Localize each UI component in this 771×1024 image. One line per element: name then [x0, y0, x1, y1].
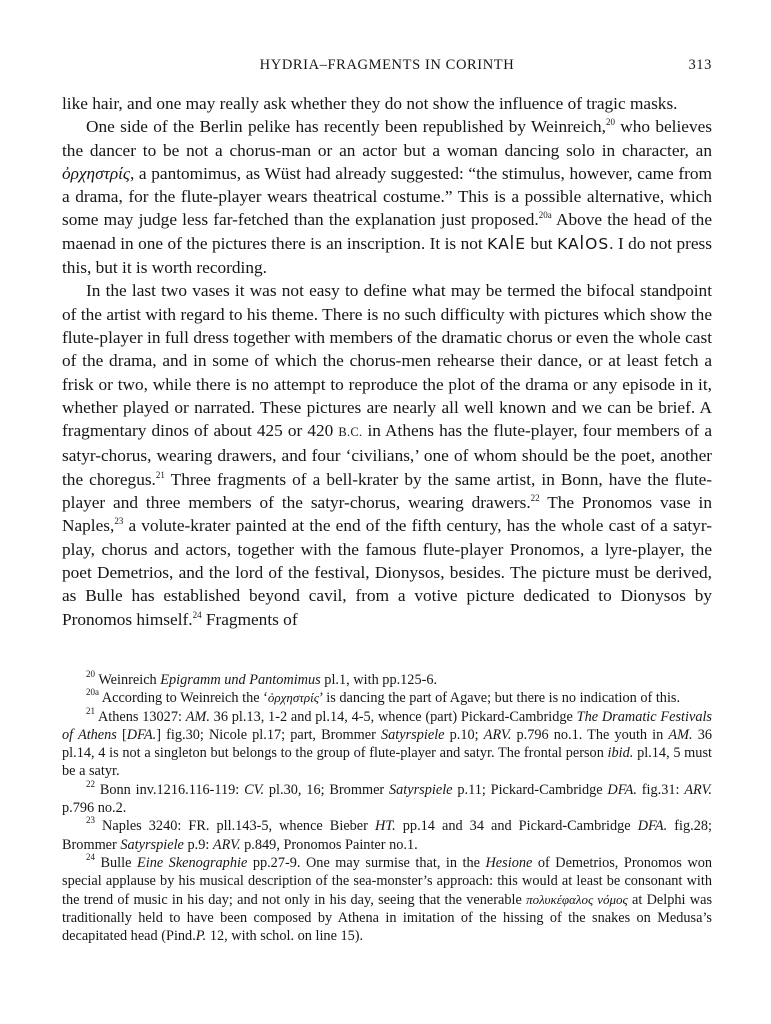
footnote-ref-23[interactable]: 23 — [114, 516, 124, 527]
text-span: One side of the Berlin pelike has recently been republished by Weinreich, — [86, 117, 606, 137]
text-span: . I do not press this, but it is worth recording. — [62, 233, 712, 278]
text-span: but — [526, 233, 558, 253]
italic-ref: AM. — [668, 726, 693, 743]
italic-ref: AM. — [185, 708, 210, 725]
text-span: p.796 no.2. — [62, 800, 127, 817]
italic-title: Eine Skenographie — [136, 854, 248, 871]
bc-abbrev: B.C. — [338, 425, 363, 440]
text-span: fig.31: — [636, 781, 685, 798]
text-span: According to Weinreich the ‘ — [99, 690, 268, 707]
italic-title: Satyrspiele — [120, 836, 184, 853]
footnote-number: 20 — [86, 669, 95, 679]
italic-title: Epigramm und Pantomimus — [160, 672, 321, 688]
text-span: ] fig.30; Nicole pl.17; part, Brommer — [156, 726, 381, 743]
text-span: ’ is dancing the part of Agave; but there is no indication of this. — [319, 690, 681, 707]
greek-term: πολυκέφαλος νόμος — [526, 891, 628, 907]
text-span: pl.30, 16; Brommer — [264, 781, 389, 798]
italic-title: Satyrspiele — [381, 726, 445, 743]
footnote-number: 20a — [86, 687, 99, 698]
footnote-ref-20[interactable]: 20 — [605, 117, 615, 128]
footnote-ref-20a[interactable]: 20a — [538, 210, 552, 221]
text-span: Naples 3240: FR. pll.143-5, whence Bieber — [95, 818, 375, 835]
text-span: Bulle — [95, 854, 137, 871]
page-number: 313 — [688, 57, 712, 73]
text-span: Above the head of the maenad in one of the pictures there is an inscription. It is not — [62, 210, 712, 253]
italic-ref: ARV. — [212, 836, 241, 853]
footnote-20a — [62, 689, 712, 707]
footnote-20 — [62, 671, 712, 689]
text-span: 12, with schol. on line 15). — [206, 928, 364, 945]
footnote-number: 23 — [86, 815, 95, 826]
text-span: who believes the dancer to be not a chorus-man or an actor but a woman dancing solo in character, an — [62, 117, 712, 160]
text-span: p.796 no.1. The youth in — [511, 726, 669, 743]
footnote-23 — [62, 817, 712, 854]
text-span: like hair, and one may really ask whether they do not show the influence of tragic masks. — [62, 94, 678, 113]
italic-ref: DFA. — [607, 781, 637, 798]
text-span: Fragments of — [201, 609, 298, 629]
text-span: of Demetrios, Pronomos won special applause by his musical description of the sea-monster’s approach: this would at least be consonant with the trend of music in his day; and not only in his day, seeing that the venerable — [62, 854, 712, 908]
italic-title: Hesione — [485, 854, 533, 871]
running-title: HYDRIA–FRAGMENTS IN CORINTH — [259, 57, 515, 73]
text-span: pl.14, 5 must be a satyr. — [62, 745, 712, 780]
greek-term: ὀρχηστρίς — [267, 690, 320, 706]
italic-ref: HT. — [374, 818, 396, 835]
main-text — [62, 92, 712, 631]
text-span: p.11; Pickard-Cambridge — [452, 781, 608, 798]
italic-title: Satyrspiele — [389, 781, 453, 798]
text-span: Three fragments of a bell-krater by the same artist, in Bonn, have the flute-player and three members of the satyr-chorus, wearing drawers. — [62, 469, 713, 513]
footnote-ref-22[interactable]: 22 — [530, 493, 540, 504]
footnote-ref-21[interactable]: 21 — [155, 469, 165, 480]
italic-ref: ARV. — [483, 726, 512, 743]
text-span: Weinreich — [95, 672, 161, 688]
text-span: , a pantomimus, as Wüst had already suggested: “the stimulus, however, came from a drama, for the flute-player wears theatrical costume.” This is a possible alternative, which some may judge less far-fetched than the explanation just proposed. — [62, 163, 712, 230]
footnote-ref-24[interactable]: 24 — [192, 609, 202, 620]
text-span: in Athens has the flute-player, four members of a satyr-chorus, wearing drawers, and four ‘civilians,’ one of whom should be the poet, another the choregus. — [62, 421, 712, 489]
text-span: p.849, Pronomos Painter no.1. — [240, 836, 418, 853]
text-span: In the last two vases it was not easy to define what may be termed the bifocal standpoint of the artist with regard to his theme. There is no such difficulty with pictures which show the flute-player in full dress together with members of the dramatic chorus or even the whole cast of the drama, and in some of which the chorus-men rehearse their dance, or at least fetch a frisk or two, while there is no attempt to reproduce the plot of the drama or any episode in it, whether played or narrated. These pictures are nearly all well known and we can be brief. A fragmentary dinos of about 425 or 420 — [62, 281, 712, 441]
italic-title: The Dramatic Festivals of Athens — [62, 708, 713, 743]
italic-ref: DFA. — [126, 726, 157, 743]
footnote-21 — [62, 705, 713, 781]
inscription-kale: KAꟾE — [487, 234, 527, 253]
text-span: p.10; — [444, 726, 484, 743]
text-span: pp.27-9. One may surmise that, in the — [247, 854, 486, 871]
text-span: fig.28; Brommer — [62, 818, 712, 853]
footnote-number: 21 — [86, 705, 95, 716]
italic-ref: DFA. — [637, 818, 668, 835]
italic-ref: P. — [195, 928, 207, 945]
italic-ref: CV. — [244, 781, 265, 798]
footnote-number: 22 — [86, 778, 95, 789]
paragraph-1 — [62, 92, 712, 115]
footnote-number: 24 — [86, 851, 95, 862]
text-span: 36 pl.13, 1-2 and pl.14, 4-5, whence (part) Pickard-Cambridge — [209, 708, 577, 725]
italic-ref: ibid. — [607, 745, 634, 762]
paragraph-3 — [62, 279, 712, 630]
text-span: [ — [116, 726, 127, 743]
text-span: The Pronomos vase in Naples, — [62, 493, 712, 536]
text-span: at Delphi was traditionally held to have been composed by Athena in imitation of the hissing of the snakes on Medusa’s decapitated head (Pind. — [62, 891, 713, 945]
text-span: Bonn inv.1216.116-119: — [95, 781, 245, 798]
footnote-24 — [62, 851, 713, 945]
paragraph-2 — [62, 115, 712, 279]
text-span: Athens 13027: — [95, 708, 186, 725]
italic-ref: ARV. — [684, 781, 712, 798]
text-span: pp.14 and 34 and Pickard-Cambridge — [395, 818, 638, 835]
text-span: a volute-krater painted at the end of the fifth century, has the whole cast of a satyr-play, chorus and actors, together with the famous flute-player Pronomos, a lyre-player, the poet Demetrios, and the lord of the festival, Dionysos, besides. The picture must be derived, as Bulle has established beyond cavil, from a votive picture dedicated to Dionysos by Pronomos himself. — [62, 516, 712, 629]
footnote-22 — [62, 778, 712, 818]
text-span: p.9: — [183, 836, 213, 853]
text-span: pl.1, with pp.125-6. — [320, 672, 438, 688]
text-span: 36 pl.14, 4 is not a singleton but belongs to the group of flute-player and satyr. The frontal person — [62, 726, 712, 762]
inscription-kalos: KAꟾOS — [557, 234, 610, 253]
footnotes — [62, 671, 712, 945]
greek-term: ὀρχηστρίς — [62, 163, 130, 183]
